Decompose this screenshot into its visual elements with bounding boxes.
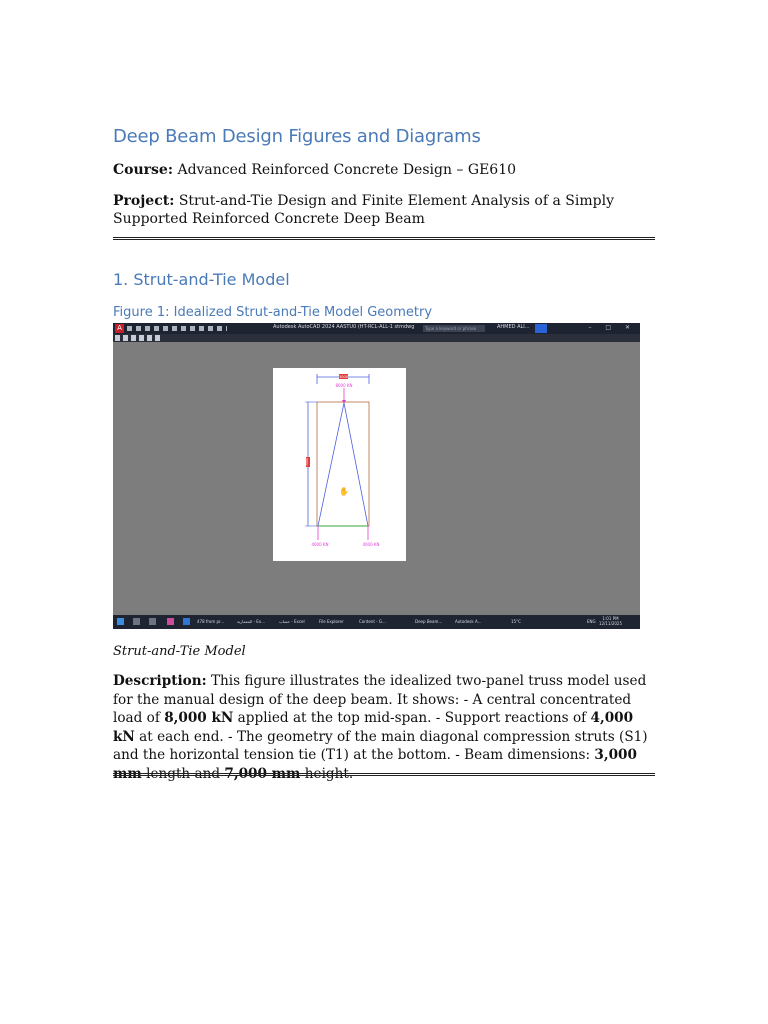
taskbar-item-4: File Explorer — [319, 619, 344, 624]
desc-text-3: at each end. - The geometry of the main diagonal compression struts (S1) and the horizontal tension tie (T1) at the bottom. - Beam dimensions: — [113, 728, 648, 763]
desc-length: 3,000 mm — [113, 747, 637, 782]
beam-outline — [317, 402, 369, 526]
window-controls-icon: – □ ✕ — [588, 324, 636, 331]
section-divider — [113, 237, 655, 240]
search-input: Type a keyword or phrase — [423, 325, 485, 332]
strut-right — [344, 403, 368, 526]
taskbar-item-1: 478 from pr... — [197, 619, 225, 624]
app-title: Autodesk AutoCAD 2024 AASTU0 (HT-RCL-ALL-1 stmdwg — [273, 324, 415, 330]
course-label: Course: — [113, 162, 173, 178]
start-icon — [117, 618, 124, 625]
section-divider-bottom — [113, 773, 655, 776]
course-line — [113, 161, 658, 179]
figure-description — [113, 672, 658, 783]
reaction-right-label: 4000 KN — [362, 542, 380, 547]
language: ENG — [587, 619, 596, 624]
description-label: Description: — [113, 673, 207, 689]
course-value: Advanced Reinforced Concrete Design – GE610 — [177, 162, 517, 178]
account-icon — [535, 324, 547, 333]
search-icon — [133, 618, 140, 625]
desc-reaction: 4,000 kN — [113, 710, 634, 745]
figure-screenshot — [113, 323, 640, 629]
figure-caption: Strut-and-Tie Model — [113, 644, 246, 659]
document-title: Deep Beam Design Figures and Diagrams — [113, 126, 481, 147]
desc-text-2: applied at the top mid-span. - Support reactions of — [233, 710, 591, 726]
desc-text-4: length and — [141, 765, 225, 782]
load-label: 8000 KN — [335, 383, 353, 388]
reaction-left-label: 4000 KN — [311, 542, 329, 547]
app-toolbar — [113, 334, 640, 342]
taskbar-item-5: Content - G... — [359, 619, 386, 624]
project-line — [113, 192, 658, 228]
desc-text-1: This figure illustrates the idealized two-panel truss model used for the manual design of the deep beam. It shows: - A central concentrated load of — [113, 673, 647, 726]
clock-time: 1:01 PM — [602, 616, 619, 621]
desc-text-5: height. — [300, 765, 354, 782]
user-name: AHMED ALI... — [497, 324, 530, 330]
clock-date: 12/11/2025 — [598, 621, 622, 626]
task-view-icon — [149, 618, 156, 625]
windows-taskbar — [113, 615, 640, 629]
app-icon — [167, 618, 174, 625]
side-dim-label: 7000 — [305, 458, 309, 466]
top-dim-label: 3000 — [339, 375, 348, 379]
browser-icon — [183, 618, 190, 625]
taskbar-item-2: المعمارية - Ex... — [237, 619, 265, 624]
section-heading: 1. Strut-and-Tie Model — [113, 270, 290, 289]
taskbar-clock — [599, 616, 622, 626]
taskbar-item-3: حساب - Excel — [279, 619, 305, 624]
desc-load: 8,000 kN — [164, 710, 234, 726]
strut-left — [318, 403, 344, 526]
taskbar-item-7: Autodesk A... — [455, 619, 482, 624]
app-title-bar — [113, 323, 640, 334]
desc-height: 7,000 mm — [224, 765, 301, 782]
pan-cursor-icon: ✋ — [339, 487, 349, 496]
taskbar-item-6: Deep Beam... — [415, 619, 443, 624]
weather: 15°C — [511, 619, 521, 624]
stm-drawing — [273, 368, 406, 561]
project-value: Strut-and-Tie Design and Finite Element Analysis of a Simply Supported Reinforced Concrete Deep Beam — [113, 193, 614, 227]
project-label: Project: — [113, 193, 175, 209]
quick-access-icons — [127, 326, 227, 331]
drawing-sheet — [273, 368, 406, 561]
autocad-logo-icon: A — [115, 324, 124, 333]
toolbar-icons — [115, 335, 161, 341]
figure-title: Figure 1: Idealized Strut-and-Tie Model Geometry — [113, 305, 433, 320]
